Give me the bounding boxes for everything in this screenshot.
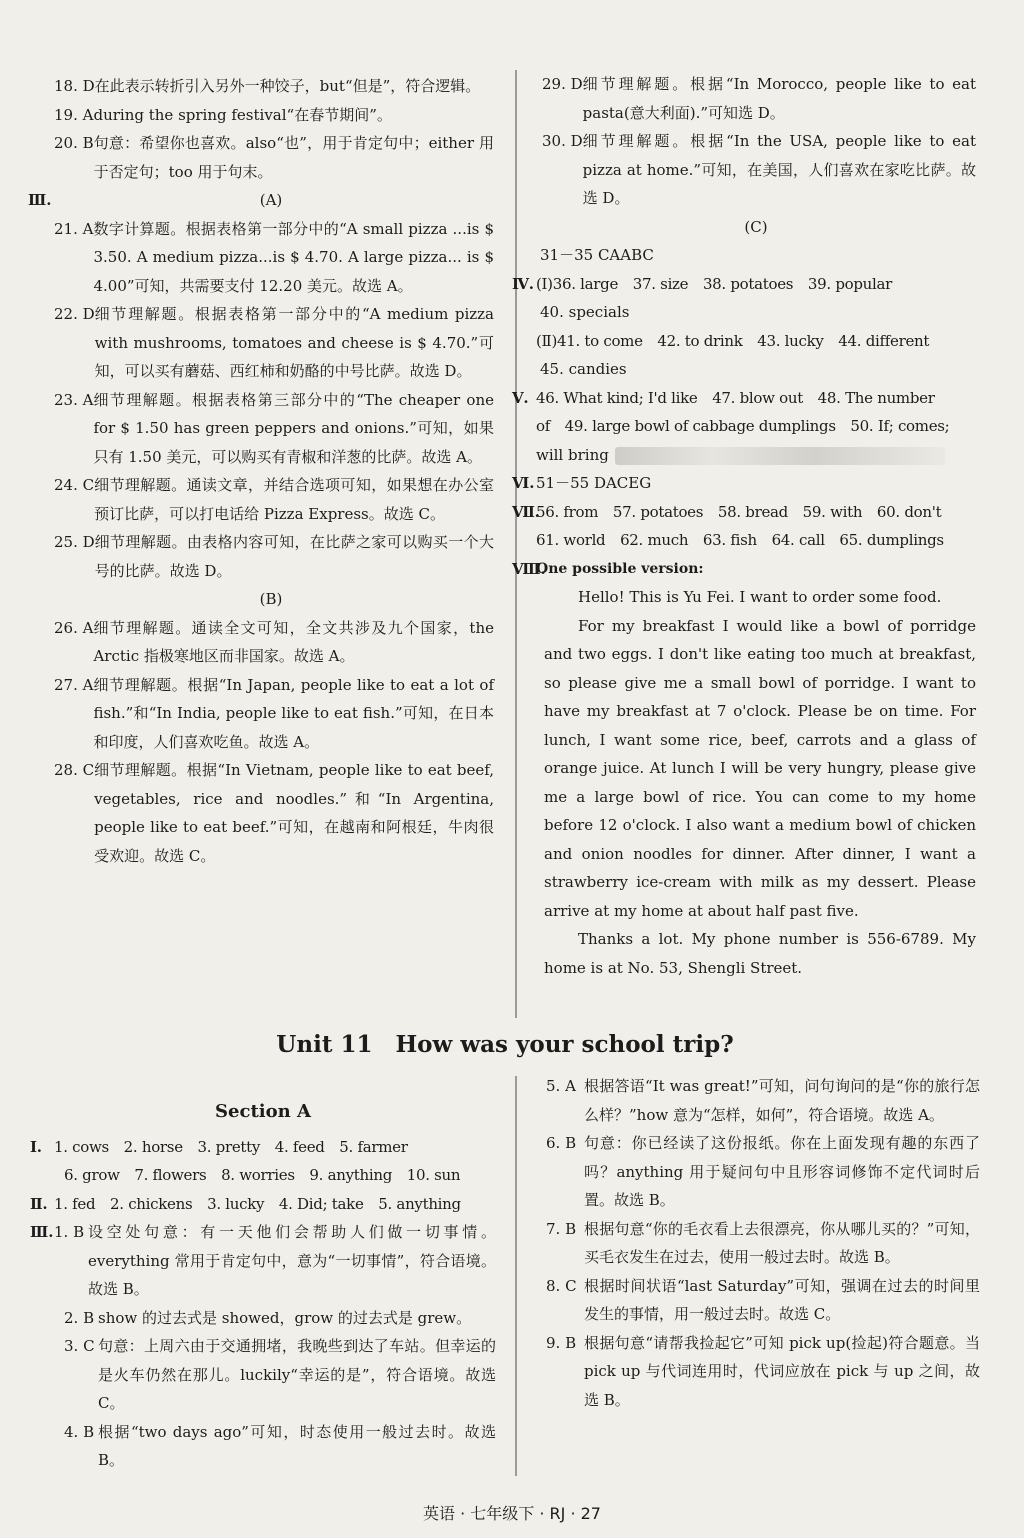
right-column-bottom	[540, 1072, 980, 1414]
answer-item	[48, 215, 494, 301]
answer-item	[536, 70, 976, 127]
answer-line: 46. What kind; I'd like 47. blow out 48. The number	[536, 388, 935, 407]
answer-number: 22. D	[54, 305, 95, 323]
answer-item	[48, 101, 494, 130]
section-ii	[30, 1190, 496, 1219]
part-label: (C)	[744, 217, 768, 236]
answer-line: 56. from 57. potatoes 58. bread 59. with 60. don't	[536, 502, 942, 521]
answer-number: 26. A	[54, 618, 94, 637]
answer-text: 根据“two days ago”可知，时态使用一般过去时。故选 B。	[98, 1422, 496, 1469]
answer-line: 40. specials	[540, 303, 630, 321]
section-number: Ⅷ.	[512, 559, 546, 578]
answer-item	[30, 1332, 496, 1418]
answer-number: 3. C	[64, 1337, 95, 1355]
answer-item	[540, 1072, 980, 1129]
answer-text: 细节理解题。根据“In Morocco, people like to eat pasta(意大利面).”可知选 D。	[582, 75, 976, 122]
left-column-top	[28, 72, 494, 870]
answer-item	[30, 1304, 496, 1333]
section-header	[28, 186, 494, 215]
answer-item	[48, 129, 494, 186]
part-label: (A)	[259, 191, 283, 209]
answer-item	[540, 1129, 980, 1215]
answer-text: 细节理解题。通读文章，并结合选项可知，如果想在办公室预订比萨，可以打电话给 Pizza Express。故选 C。	[94, 476, 494, 523]
answer-item	[540, 1215, 980, 1272]
answer-line	[536, 441, 976, 470]
answer-number: 7. B	[546, 1219, 577, 1238]
answer-item	[48, 300, 494, 386]
section-number: Ⅲ.	[28, 191, 52, 209]
answer-number: 27. A	[54, 675, 94, 694]
answer-text: 细节理解题。根据“In the USA, people like to eat pizza at home.”可知，在美国，人们喜欢在家吃比萨。故选 D。	[582, 132, 976, 207]
section-number: Ⅶ.	[512, 502, 540, 521]
answer-number: 5. A	[546, 1077, 576, 1095]
answer-line: of 49. large bowl of cabbage dumplings 50. If; comes;	[536, 417, 950, 435]
section-vi	[512, 469, 976, 498]
answer-text: 句意：你已经读了这份报纸。你在上面发现有趣的东西了吗？anything 用于疑问句中且形容词修饰不定代词时后置。故选 B。	[584, 1134, 980, 1209]
answer-line: 61. world 62. much 63. fish 64. call 65. dumplings	[536, 531, 944, 549]
answer-number: 25. D	[54, 533, 95, 551]
answer-item	[48, 471, 494, 528]
answer-item	[540, 1272, 980, 1329]
answer-line: 31－35 CAABC	[540, 246, 654, 264]
answer-text: 设空处句意：有一天他们会帮助人们做一切事情。everything 常用于肯定句中，意为“一切事情”，符合语境。故选 B。	[88, 1223, 496, 1298]
essay-paragraph: Thanks a lot. My phone number is 556-6789. My home is at No. 53, Shengli Street.	[544, 930, 976, 977]
answer-text: 句意：希望你也喜欢。also“也”，用于肯定句中；either 用于否定句；too 用于句末。	[93, 134, 494, 181]
section-number: Ⅲ.	[30, 1223, 54, 1241]
answer-line: (Ⅰ)36. large 37. size 38. potatoes 39. popular	[536, 274, 893, 293]
answer-number: 29. D	[542, 75, 583, 93]
answer-item	[30, 1218, 496, 1304]
answer-text: during the spring festival“在春节期间”。	[93, 105, 392, 124]
answer-number: 6. B	[546, 1134, 577, 1152]
answer-text: 细节理解题。由表格内容可知，在比萨之家可以购买一个大号的比萨。故选 D。	[94, 533, 494, 580]
answer-number: 24. C	[54, 476, 95, 494]
answer-item	[48, 671, 494, 757]
section-number: Ⅵ.	[512, 474, 535, 492]
answer-number: 20. B	[54, 134, 94, 152]
answer-text: 数字计算题。根据表格第一部分中的“A small pizza ...is $ 3.50. A medium pizza...is $ 4.70. A large pizza... is $ 4.00”可知，共需要支付 12.20 美元。故选 A。	[93, 219, 494, 295]
right-column-top	[512, 70, 976, 982]
answer-line: 1. fed 2. chickens 3. lucky 4. Did; take 5. anything	[54, 1194, 461, 1213]
part-label: (B)	[259, 590, 283, 608]
answer-text: 根据句意“请帮我捡起它”可知 pick up(捡起)符合题意。当 pick up 与代词连用时，代词应放在 pick 与 up 之间，故选 B。	[584, 1333, 980, 1409]
left-column-bottom	[30, 1092, 496, 1475]
answer-number: 2. B	[64, 1308, 95, 1327]
answer-line: 51－55 DACEG	[536, 474, 652, 492]
answer-text: 细节理解题。根据表格第三部分中的“The cheaper one for $ 1.50 has green peppers and onions.”可知，如果只有 1.50 美元，可以购买有青椒和洋葱的比萨。故选 A。	[93, 390, 494, 466]
answer-text: 细节理解题。根据“In Japan, people like to eat a lot of fish.”和“In India, people like to eat fish.”可知，在日本和印度，人们喜欢吃鱼。故选 A。	[93, 675, 494, 751]
column-divider	[515, 70, 517, 1018]
column-divider	[515, 1076, 517, 1476]
answer-text: 细节理解题。根据“In Vietnam, people like to eat beef, vegetables, rice and noodles.”和“In Argentina, people like to eat beef.”可知，在越南和阿根廷，牛肉很受欢迎。故选 C。	[94, 761, 494, 865]
answer-text: 根据答语“It was great!”可知，问句询问的是“你的旅行怎么样？”how 意为“怎样，如何”，符合语境。故选 A。	[584, 1077, 980, 1124]
section-i	[30, 1133, 496, 1162]
answer-number: 8. C	[546, 1276, 577, 1295]
section-title: Section A	[215, 1101, 311, 1122]
answer-number: 23. A	[54, 390, 94, 409]
unit-title: Unit 11 How was your school trip?	[276, 1031, 734, 1058]
page-footer: 英语 · 七年级下 · RJ · 27	[423, 1504, 601, 1523]
answer-item	[48, 528, 494, 585]
answer-text: 根据时间状语“last Saturday”可知，强调在过去的时间里发生的事情，用一般过去时。故选 C。	[584, 1276, 980, 1323]
smudge-mark	[615, 447, 945, 465]
section-number: Ⅳ.	[512, 274, 534, 293]
section-viii	[512, 555, 976, 584]
section-number: Ⅰ.	[30, 1137, 42, 1156]
answer-item	[48, 386, 494, 472]
answer-number: 30. D	[542, 132, 583, 150]
answer-text: 根据句意“你的毛衣看上去很漂亮，你从哪儿买的？”可知，买毛衣发生在过去，使用一般过去时。故选 B。	[584, 1219, 980, 1266]
answer-number: 28. C	[54, 761, 95, 779]
answer-text: 句意：上周六由于交通拥堵，我晚些到达了车站。但幸运的是火车仍然在那儿。luckily“幸运的是”，符合语境。故选 C。	[98, 1337, 496, 1412]
answer-text: 细节理解题。通读全文可知，全文共涉及九个国家，the Arctic 指极寒地区而非国家。故选 A。	[93, 618, 494, 665]
answer-number: 19. A	[54, 105, 94, 124]
answer-item	[48, 756, 494, 870]
answer-text: 在此表示转折引入另外一种饺子，but“但是”，符合逻辑。	[94, 77, 481, 95]
answer-text: will bring	[536, 445, 609, 464]
answer-item	[48, 72, 494, 101]
answer-text: show 的过去式是 showed，grow 的过去式是 grew。	[98, 1308, 472, 1327]
section-v	[512, 384, 976, 413]
section-number: Ⅱ.	[30, 1194, 48, 1213]
answer-item	[48, 614, 494, 671]
answer-text: 细节理解题。根据表格第一部分中的“A medium pizza with mushrooms, tomatoes and cheese is $ 4.70.”可知，可以买有蘑菇、西红柿和奶酪的中号比萨。故选 D。	[94, 305, 494, 380]
essay-paragraph: Hello! This is Yu Fei. I want to order some food.	[578, 588, 942, 606]
section-vii	[512, 498, 976, 527]
answer-line: 1. cows 2. horse 3. pretty 4. feed 5. farmer	[54, 1137, 408, 1156]
essay-paragraph: For my breakfast I would like a bowl of porridge and two eggs. I don't like eating too much at breakfast, so please give me a small bowl of porridge. I want to have my breakfast at 7 o'clock. Please be on time. For lunch, I want some rice, beef, carrots and a glass of orange juice. At lunch I will be very hungry, please give me a large bowl of rice. You can come to my home before 12 o'clock. I also want a medium bowl of chicken and onion noodles for dinner. After dinner, I want a strawberry ice-cream with milk as my dessert. Please arrive at my home at about half past five.	[544, 616, 976, 920]
answer-item	[540, 1329, 980, 1415]
answer-number: 1. B	[54, 1223, 85, 1241]
model-essay	[536, 583, 976, 982]
answer-number: 4. B	[64, 1422, 95, 1441]
essay-heading: One possible version:	[536, 560, 704, 577]
answer-line: 6. grow 7. flowers 8. worries 9. anything 10. sun	[64, 1166, 461, 1184]
answer-number: 21. A	[54, 219, 94, 238]
section-number: Ⅴ.	[512, 388, 529, 407]
answer-item	[536, 127, 976, 213]
section-iv	[512, 270, 976, 299]
answer-line: 45. candies	[540, 360, 627, 378]
answer-line: (Ⅱ)41. to come 42. to drink 43. lucky 44. different	[536, 331, 930, 350]
answer-number: 9. B	[546, 1333, 577, 1352]
answer-item	[30, 1418, 496, 1475]
answer-number: 18. D	[54, 77, 95, 95]
